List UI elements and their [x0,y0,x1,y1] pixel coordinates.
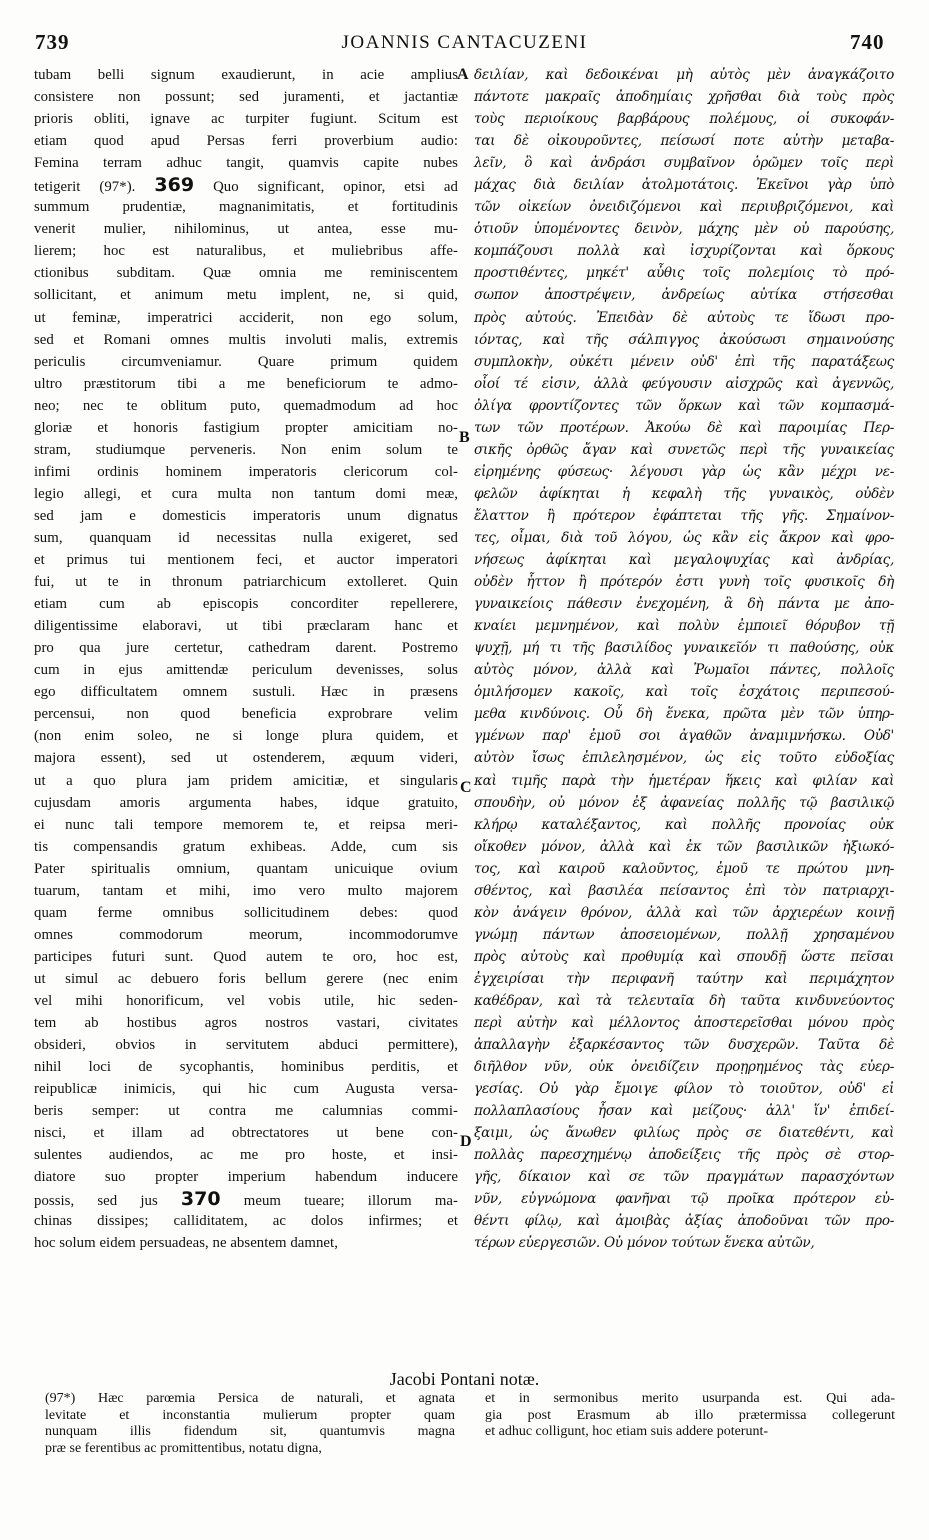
greek-text-line: ἔλαττον ἢ πρότερον ἐφάπτεται τῆς γῆς. Σημαίνον- [474,507,894,524]
latin-text-line: sollicitant, et animum metu implent, ne, si quid, [34,287,458,304]
latin-text-line: vel mihi honorificum, vel vobis utile, hic seden- [34,992,458,1009]
greek-text-line: αὐτὸν ἴσως ἐπιλελησμένον, ὡς εἰς τοῦτο εὐδοξίας [474,750,894,767]
latin-text-line: reipublicæ inimicis, qui hic cum Augusta versa- [34,1081,458,1098]
greek-text-line: ὁτιοῦν ὑπομένοντες δεινὸν, μάχης μὲν οὐ παρούσης, [474,221,894,238]
note-line: (97*) Hæc parœmia Persica de naturali, et agnata [45,1391,455,1406]
latin-text-line: venerit mulier, nihilominus, ut antea, esse mu- [34,221,458,238]
greek-text-line: γῆς, δίκαιον καὶ σε τῶν πραγμάτων παρασχόντων [474,1169,894,1186]
latin-text-line: tis compensandis gratum exhibeas. Adde, cum sis [34,838,458,855]
greek-text-line: πρὸς αὐτούς. Ἐπειδὰν δὲ αὐτοὺς τε ἴδωσι προ- [474,309,894,326]
latin-text-line: ut a quo plura jam pridem amicitiæ, et singularis [34,772,458,789]
latin-text-line: ctionibus subditam. Quæ omnia me reminiscentem [34,265,458,282]
note-line: præ se ferentibus ac promittentibus, notatu digna, [45,1440,322,1456]
latin-text-line: diligentissime elaboravi, ut tibi præclaram hanc et [34,618,458,635]
latin-text-line: sulentes audiendos, ac me pro hoste, et insi- [34,1147,458,1164]
latin-text-line: ego difficultatem omnem sustuli. Hæc in præsens [34,684,458,701]
greek-text-line: κὸν ἀνάγειν θρόνον, ἀλλὰ καὶ τῶν ἀρχιερέων κοινῇ [474,904,894,921]
greek-text-line: πολλαπλασίους ἦσαν καὶ μείζους· ἀλλ' ἵν' ἐπιδεί- [474,1103,894,1120]
latin-text-line: sum, quanquam id necessitas nulla exigeret, sed [34,529,458,546]
latin-text-line: cujusdam amoris argumenta habes, idque gratuito, [34,794,458,811]
latin-text-line: tetigerit (97*). 369 Quo significant, opinor, etsi ad [34,174,459,197]
latin-text-line: ei nunc tali tempore memorem te, et reipsa meri- [34,816,458,833]
latin-text-line: quam ferme omnibus sollicitudinem debes: quod [34,904,458,921]
greek-text-line: σθέντος, καὶ βασιλέα πείσαντος ἐπὶ τὸν πατριαρχι- [474,882,894,899]
latin-text-line: summum prudentiæ, magnanimitatis, et fortitudinis [34,199,458,216]
greek-text-line: ξαιμι, ὡς ἄνωθεν φιλίως πρὸς σε διατεθέντι, καὶ [474,1125,894,1142]
latin-text-line: cum in ejus amittendæ periculum devenisses, solus [34,662,458,679]
note-line: gia post Erasmum ab illo prætermissa collegerunt [485,1407,895,1423]
greek-text-line: εἰρημένης φύσεως· λέγουσι γὰρ ὡς κἂν μέχρι νε- [474,463,894,480]
notes-left-column [45,1391,455,1457]
latin-text-line: chinas dissipes; calliditatem, ac dolos infirmes; et [34,1213,458,1230]
greek-text-line: δειλίαν, καὶ δεδοικέναι μὴ αὐτὸς μὲν ἀναγκάζοιτο [474,67,894,83]
page-number-right: 740 [850,30,885,54]
latin-text-line: nisci, et illam ad obtrectatores ut bene con- [34,1125,458,1142]
greek-text-line: μεθα κινδύνοις. Οὗ δὴ ἕνεκα, πρῶτα μὲν τῶν ὑπηρ- [474,706,894,723]
running-title: JOANNIS CANTACUZENI [341,32,588,53]
margin-letter-c: C [460,779,472,796]
notes-title: Jacobi Pontani notæ. [389,1369,540,1389]
latin-text-line: sed jam e domesticis imperatoris unum dignatus [34,507,458,524]
greek-text-line: σωπον ἀποστρέψειν, ἀνδρείως αὐτίκα στήσεσθαι [474,287,894,304]
column-reference-number: 369 [154,174,195,197]
greek-text-line: οἷοί τέ εἰσιν, ἀλλὰ φεύγουσιν αἰσχρῶς καὶ ἀγεννῶς, [474,375,894,392]
greek-text-line: φελῶν ἀφίκηται ἡ κεφαλὴ τῆς γυναικὸς, οὐδὲν [474,485,894,502]
greek-text-line: γμένων παρ' ἐμοῦ σοι ἀγαθῶν ἀναμιμνήσκω. Οὐδ' [474,728,894,745]
latin-text-line: ultro præstitorum tibi a me beneficiorum te admo- [34,375,458,392]
latin-text-line: periculis circumveniamur. Quare primum quidem [34,353,458,370]
margin-letter-d: D [460,1133,472,1150]
latin-text-column [34,64,458,1255]
greek-text-line: αὐτὸς μόνον, ἀλλὰ καὶ Ῥωμαῖοι πάντες, πολλοῖς [474,662,894,679]
latin-text-line: fui, ut te in thronum patriarchicum extolleret. Quin [34,574,458,591]
greek-text-line: συμπλοκὴν, οὐκέτι μένειν οὐδ' ἐπὶ τῆς παρατάξεως [474,353,894,370]
greek-text-line: ὀλίγα φροντίζοντες τῶν ὅρκων καὶ τῶν κομπασμά- [474,397,894,414]
latin-text-line: sed et Romani omnes multis involuti malis, extremis [34,331,458,348]
greek-text-line: ιόντας, καὶ τῆς σάλπιγγος ἀκούσωσι σημαινούσης [474,331,894,348]
latin-text-line: gloriæ et honoris fastigium propter amicitiam no- [34,419,458,436]
latin-text-line: tuarum, tantam et mihi, imo vero multo majorem [34,882,458,899]
latin-text-line: lierem; hoc est naturalibus, et muliebribus affe- [34,243,458,260]
greek-text-line: γνώμῃ πάντων ἀποσειομένων, πολλῇ χρησαμένου [474,926,894,943]
greek-text-line: περὶ αὐτὴν καὶ μέλλοντος ἀποστερεῖσθαι μόνου πρὸς [474,1015,894,1032]
greek-text-line: νήσεως ἀφίκηται καὶ μεγαλοψυχίας καὶ ἀνδρίας, [474,552,894,569]
greek-text-column [474,64,894,1255]
latin-text-line: obsideri, obvios in servitutem abduci permittere), [34,1037,458,1054]
greek-text-line: τοὺς περιοίκους βαρβάρους πολέμους, οἱ συκοφάν- [474,111,894,128]
column-reference-number: 370 [180,1188,221,1211]
greek-text-line: πρὸς αὐτοὺς καὶ προθυμίᾳ καὶ σπουδῇ ὥστε πεῖσαι [474,948,894,965]
latin-text-line: prioris obliti, ignave ac turpiter fugiunt. Scitum est [34,111,458,128]
greek-text-line: οὐδὲν ἧττον ἢ πρότερόν ἐστι γυνὴ τοῖς φυσικοῖς δὴ [474,574,894,591]
greek-text-line: τῶν οἰκείων ὀνειδιζόμενοι καὶ περιυβριζόμενοι, καὶ [474,199,894,216]
greek-text-line: πολλὰς παρεσχημένῳ ἀποδείξεις τῆς πρὸς σὲ στορ- [474,1147,894,1164]
greek-text-line: καὶ τιμῆς παρὰ τὴν ἡμετέραν ἥκεις καὶ φιλίαν καὶ [474,772,894,789]
latin-text-line: Femina terram adhuc tangit, quamvis capite nubes [34,155,458,172]
page-number-left: 739 [35,30,70,54]
latin-text-line: hoc solum eidem persuadeas, ne absentem damnet, [34,1235,338,1252]
greek-text-line: σπουδὴν, οὐ μόνον ἐξ ἀφανείας πολλῆς τῷ βασιλικῷ [474,794,894,811]
latin-text-line: beris semper: ut contra me calumnias commi- [34,1103,458,1120]
note-line: et in sermonibus merito usurpanda est. Qui ada- [485,1391,895,1406]
latin-text-line: possis, sed jus 370 meum tueare; illorum ma- [34,1188,458,1211]
greek-text-line: ἀπαλλαγὴν ἐξαρκέσαντος τῶν δυσχερῶν. Ταῦτα δὲ [474,1037,894,1054]
latin-text-line: legio allegi, et cura multa non tantum domi meæ, [34,485,458,502]
greek-text-line: των τῶν προτέρων. Ἀκούω δὲ καὶ παροιμίας Περ- [474,419,894,436]
greek-text-line: ἐγχειρίσαι τὴν περιφανῆ ταύτην καὶ περιμάχητον [474,970,894,987]
latin-text-line: (non enim soleo, ne si longe plura quidem, et [34,728,458,745]
greek-text-line: διῆλθον νῦν, οὐκ ὀνειδίζειν προῃρημένος τὰς εὐερ- [474,1059,894,1076]
greek-text-line: τος, καὶ καιροῦ καλοῦντος, ἐμοῦ τε πρώτου μνη- [474,860,894,877]
latin-text-line: tem ab hostibus agros nostros vastari, civitates [34,1015,458,1032]
greek-text-line: ται δὲ οἰκουροῦντες, πείσωσί ποτε αὐτὴν μεταβα- [474,133,894,150]
greek-text-line: σικῆς ὀρθῶς ἄγαν καὶ συνετῶς περὶ τῆς γυναικείας [474,441,894,458]
latin-text-line: stram, studiumque perveneris. Non enim solum te [34,441,458,458]
greek-text-line: θέντι φίλῳ, καὶ ἀμοιβὰς ἀξίας ἀποδοῦναι τῶν προ- [474,1213,894,1230]
greek-text-line: λεῖν, ὃ καὶ ἀνδράσι συμβαῖνον ὁρῶμεν τοῖς περὶ [474,155,894,172]
note-line: levitate et inconstantia mulierum propter quam [45,1407,455,1423]
latin-text-line: omnes commodorum meorum, incommodorumve [34,926,458,943]
note-line: et adhuc colligunt, hoc etiam suis addere poterunt- [485,1424,769,1439]
greek-text-line: κομπάζουσι πολλὰ καὶ ἰσχυρίζονται καὶ ὅρκους [474,243,894,260]
greek-text-line: κλήρῳ καταλέξαντος, καὶ πολλῆς προνοίας οὐκ [474,816,894,833]
notes-right-column [485,1391,895,1441]
greek-text-line: τέρων εὐεργεσιῶν. Οὐ μόνον τούτων ἕνεκα αὐτῶν, [474,1235,815,1252]
latin-text-line: tubam belli signum exaudierunt, in acie amplius [34,67,458,83]
latin-text-line: neo; nec te oblitum puto, quemadmodum ad hoc [34,397,458,414]
greek-text-line: ὁμιλήσομεν κακοῖς, καὶ τοῖς ἐσχάτοις περιπεσού- [474,684,894,701]
greek-text-line: μάχας διὰ δειλίαν ἀτολμοτάτοις. Ἐκεῖνοι γὰρ ὑπὸ [474,177,894,194]
latin-text-line: et primus tui mentionem feci, et auctor imperatori [34,552,458,569]
greek-text-line: οἴκοθεν μόνον, ἀλλὰ καὶ ἐκ τῶν βασιλικῶν ἠξιωκό- [474,838,894,855]
latin-text-line: ut feminæ, imperatrici acciderit, non ego solum, [34,309,458,326]
greek-text-line: προστιθέντες, μηκέτ' αὖθις τοῖς πολεμίοις τὸ πρό- [474,265,894,282]
margin-letter-b: B [459,429,470,446]
latin-text-line: participes futuri sunt. Quod autem te oro, hoc est, [34,948,458,965]
greek-text-line: τες, οἶμαι, διὰ τοῦ λόγου, ὡς κἂν εἰς ἄκρον καὶ φρο- [474,529,894,546]
greek-text-line: ψυχῇ, μή τι τῆς βασιλίδος γυναικεῖόν τι παθούσης, οὐκ [474,640,894,657]
greek-text-line: γεσίας. Οὐ γὰρ ἔμοιγε φίλον τὸ τοιοῦτον, οὐδ' εἰ [474,1081,894,1098]
greek-text-line: γυναικείοις πάθεσιν ἐνεχομένη, ἃ δὴ πάντα με ἀπο- [474,596,894,613]
latin-text-line: consistere non possunt; sed juramenti, et jactantiæ [34,89,458,106]
latin-text-line: ut simul ac debuero foris bellum gerere (nec enim [34,970,458,987]
latin-text-line: diatore suo propter imperium habendum inducere [34,1169,458,1186]
latin-text-line: pro qua jure certetur, cathedram darent. Postremo [34,640,458,657]
latin-text-line: percensui, non quod beneficia exprobrare velim [34,706,458,723]
page-header [0,30,929,60]
latin-text-line: nihil loci de sycophantis, hominibus perditis, et [34,1059,458,1076]
note-line: nunquam illis fidendum sit, quantumvis magna [45,1424,455,1439]
greek-text-line: πάντοτε μακραῖς ἀποδημίαις χρῆσθαι διὰ τοὺς πρὸς [474,89,894,106]
latin-text-line: majora essent), sed ut ostenderem, æquum videri, [34,750,458,767]
greek-text-line: καθέδραν, καὶ τὰ τελευταῖα δὴ ταῦτα κινδυνεύοντος [474,992,894,1009]
latin-text-line: Pater spiritualis omnium, quantam unicuique ovium [34,860,458,877]
greek-text-line: κναίει μεμνημένον, καὶ πολὺν ἐμποιεῖ θόρυβον τῇ [474,618,894,635]
latin-text-line: etiam cum ab episcopis concorditer repellerere, [34,596,458,613]
margin-letter-a: A [457,66,469,83]
latin-text-line: infimi ordinis hominem imperatoris clericorum col- [34,463,458,480]
greek-text-line: νῦν, εὐγνώμονα φανῆναι τῷ προῖκα πρότερον εὐ- [474,1191,894,1208]
latin-text-line: etiam quod apud Persas ferri proverbium audio: [34,133,458,150]
